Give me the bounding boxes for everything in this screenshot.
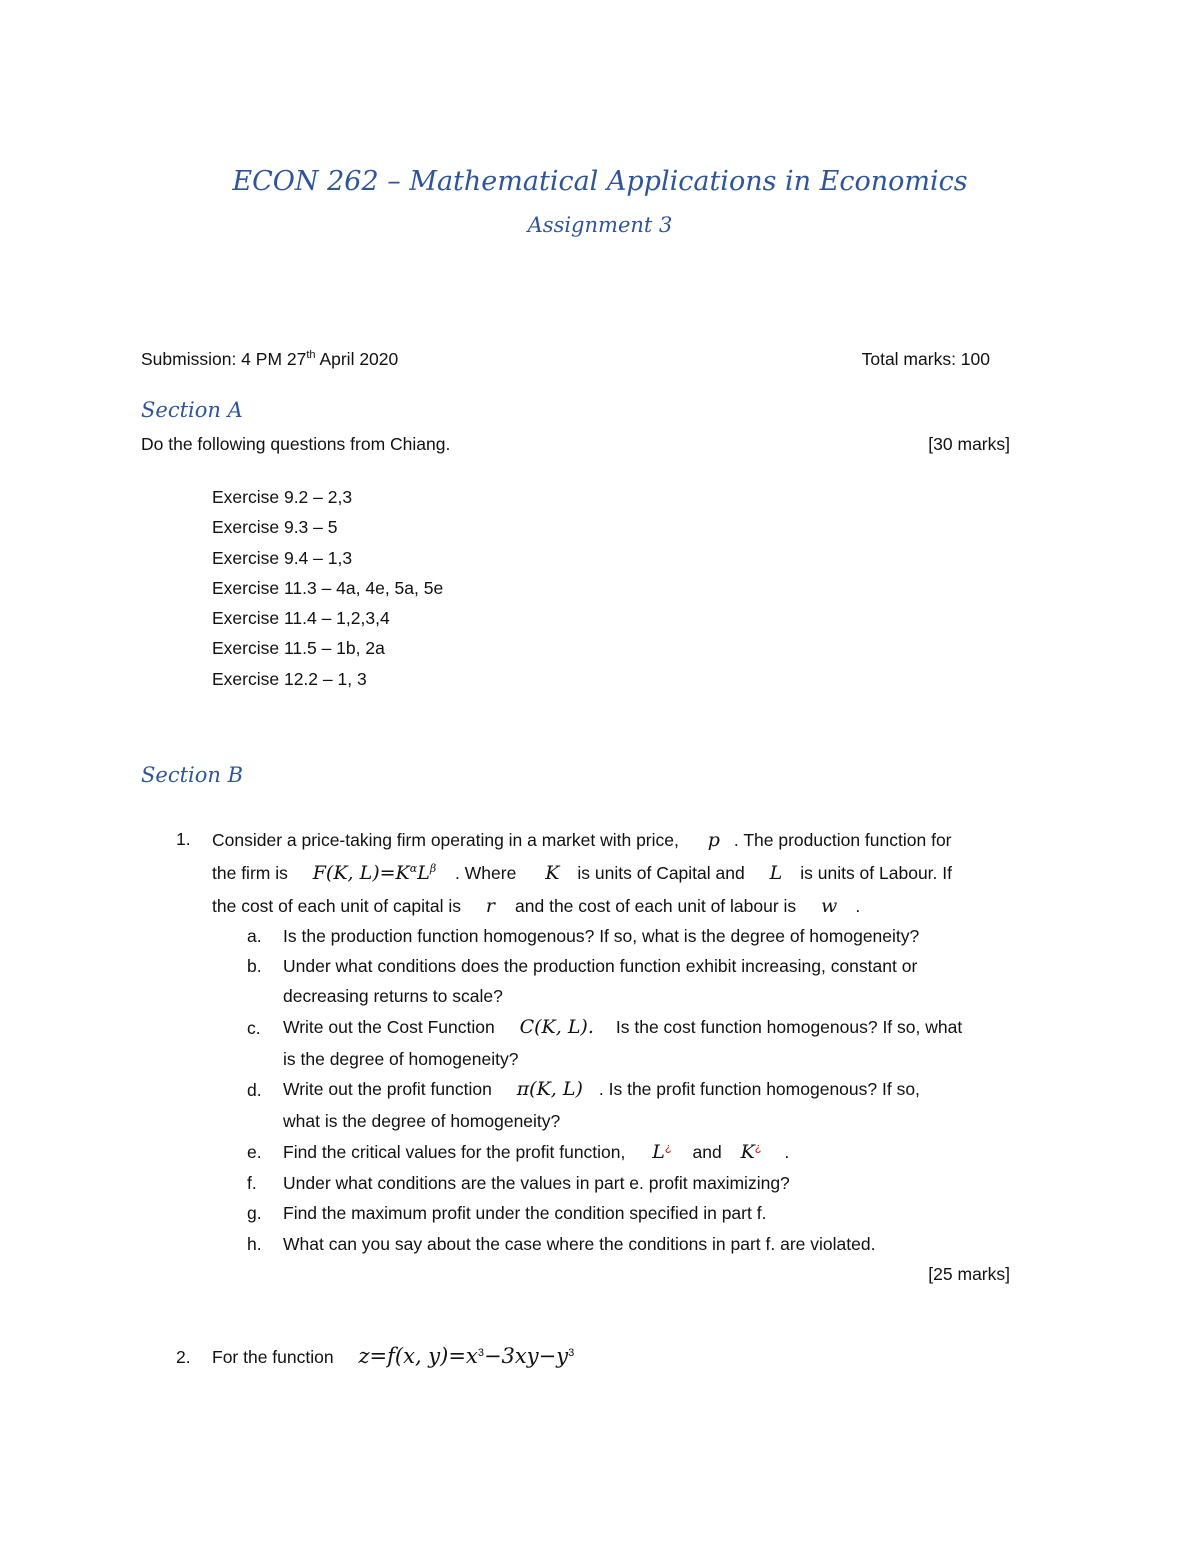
section-a-intro: Do the following questions from Chiang. [141, 434, 451, 454]
question-1-line-1: Consider a price-taking firm operating in a market with price, p . The production function for [212, 829, 952, 851]
list-item: Exercise 11.3 – 4a, 4e, 5a, 5e [212, 577, 444, 598]
list-item: Exercise 9.3 – 5 [212, 517, 338, 538]
question-1-line-3: the cost of each unit of capital is r and the cost of each unit of labour is w . [212, 895, 861, 917]
question-1-number: 1. [176, 829, 191, 849]
part-c-letter: c. [247, 1018, 261, 1038]
list-item: Exercise 12.2 – 1, 3 [212, 668, 367, 689]
question-2-number: 2. [176, 1347, 191, 1367]
part-d-letter: d. [247, 1080, 262, 1100]
part-c-text-1: Write out the Cost Function C(K, L). Is the cost function homogenous? If so, what [283, 1016, 963, 1038]
section-b-heading: Section B [141, 763, 244, 787]
part-h-text: What can you say about the case where the conditions in part f. are violated. [283, 1234, 876, 1254]
part-a-letter: a. [247, 926, 262, 946]
part-h-letter: h. [247, 1234, 262, 1254]
part-b-text-2: decreasing returns to scale? [283, 986, 503, 1006]
section-a-heading: Section A [141, 398, 243, 422]
part-d-text-2: what is the degree of homogeneity? [283, 1111, 561, 1131]
document-title: ECON 262 – Mathematical Applications in Economics [232, 166, 968, 197]
list-item: Exercise 11.4 – 1,2,3,4 [212, 608, 390, 629]
list-item: Exercise 9.4 – 1,3 [212, 547, 353, 568]
document-subtitle: Assignment 3 [527, 213, 673, 237]
part-b-letter: b. [247, 956, 262, 976]
question-1-marks: [25 marks] [928, 1264, 1010, 1284]
question-2-text: For the function z=f(x, $y)=x^3-3xy-y^3$ [212, 1344, 575, 1368]
part-b-text-1: Under what conditions does the production function exhibit increasing, constant or [283, 956, 918, 976]
submission-info: Submission: 4 PM 27th April 2020 [141, 349, 399, 369]
part-c-text-2: is the degree of homogeneity? [283, 1049, 519, 1069]
part-d-text-1: Write out the profit function π(K, L) . Is the profit function homogenous? If so, [283, 1078, 920, 1100]
part-e-text: Find the critical values for the profit function, L¿ and K¿ . [283, 1141, 790, 1163]
part-e-letter: e. [247, 1142, 262, 1162]
exercise-list [212, 482, 443, 694]
part-f-letter: f. [247, 1173, 257, 1193]
list-item: Exercise 9.2 – 2,3 [212, 487, 353, 507]
part-f-text: Under what conditions are the values in part e. profit maximizing? [283, 1173, 790, 1193]
part-g-letter: g. [247, 1203, 262, 1223]
section-a-marks: [30 marks] [928, 434, 1010, 454]
part-a-text: Is the production function homogenous? If so, what is the degree of homogeneity? [283, 926, 920, 946]
total-marks: Total marks: 100 [861, 349, 990, 369]
question-1-line-2: the firm is F(K, $L)=K^\alpha L^\beta$ . Where K is units of Capital and L is units of Labour. If [212, 862, 952, 884]
list-item: Exercise 11.5 – 1b, 2a [212, 638, 385, 659]
part-g-text: Find the maximum profit under the condition specified in part f. [283, 1203, 767, 1223]
